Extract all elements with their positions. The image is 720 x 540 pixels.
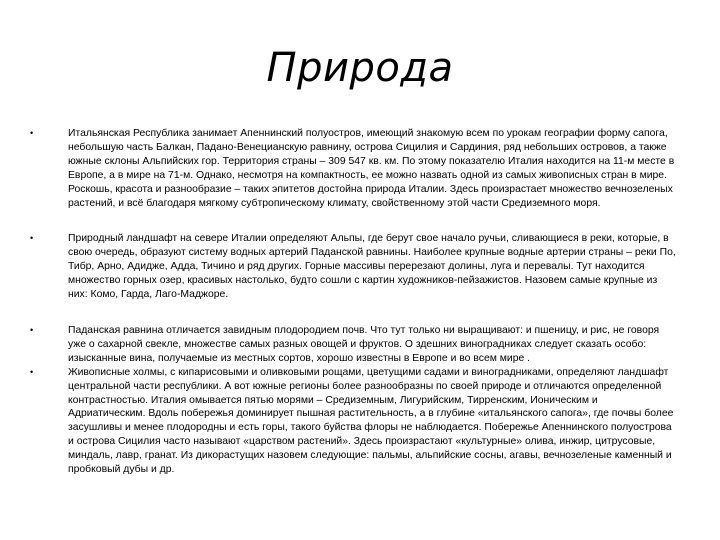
paragraph-text: Природный ландшафт на севере Италии определяют Альпы, где берут свое начало ручьи, сливающиеся в реки, которые, в свою очередь, образуют систему водных артерий Паданской равнины. Наиболее крупные водные артерии страны – реки По, Тибр, Арно, Адидже, Адда, Тичино и ряд других. Горные массивы перерезают долины, луга и перевалы. Тут находится множество горных озер, красивых настолько, будто сошли с картин художников-пейзажистов. Назовем самые крупные из них: Комо, Гарда, Лаго-Маджоре. [68, 233, 676, 301]
bullet-icon: • [30, 128, 34, 138]
list-item [30, 366, 676, 477]
paragraph-text: Итальянская Республика занимает Апеннинский полуостров, имеющий знакомую всем по урокам географии форму сапога, небольшую часть Балкан, Падано-Венецианскую равнину, острова Сицилия и Сардиния, ряд небольших островов, а также южные склоны Альпийских гор. Территория страны – 309 547 кв. км. По этому показателю Италия находится на 11-м месте в Европе, а в мире на 71-м. Однако, несмотря на компактность, ее можно назвать одной из самых живописных стран в мире. Роскошь, красота и разнообразие – таких эпитетов достойна природа Италии. Здесь произрастает множество вечнозеленых растений, и всё благодаря мягкому субтропическому климату, свойственному этой части Средиземного моря. [68, 128, 675, 209]
slide-title: Природа [266, 45, 454, 91]
list-item [30, 127, 676, 210]
list-item [30, 232, 676, 302]
paragraph-text: Живописные холмы, с кипарисовыми и оливковыми рощами, цветущими садами и виноградниками, определяют ландшафт центральной части республики. А вот южные регионы более разнообразны по своей природе и отличаются определенной контрастностью. Италия омывается пятью морями – Средиземным, Лигурийским, Тирренским, Ионическим и Адриатическим. Вдоль побережья доминирует пышная растительность, а в глубине «итальянского сапога», где почвы более засушливы и менее плодородны и есть горы, такого буйства флоры не наблюдается. Побережье Апеннинского полуострова и острова Сицилия часто называют «царством растений». Здесь произрастают «культурные» олива, инжир, цитрусовые, миндаль, лавр, гранат. Из дикорастущих назовем следующие: пальмы, альпийские сосны, агавы, вечнозеленые каменный и пробковый дубы и др. [68, 366, 674, 476]
bullet-icon: • [30, 233, 34, 244]
bullet-list [30, 127, 676, 477]
paragraph-text: Паданская равнина отличается завидным плодородием почв. Что тут только ни выращивают: и пшеницу, и рис, не говоря уже о сахарной свекле, множестве самых разных овощей и фруктов. О здешних виноградниках следует сказать особо: изысканные вина, получаемые из местных сортов, хорошо известны в Европе и во всем мире . [68, 324, 660, 364]
list-item [30, 324, 676, 366]
bullet-icon: • [30, 324, 34, 335]
bullet-icon: • [30, 366, 34, 377]
